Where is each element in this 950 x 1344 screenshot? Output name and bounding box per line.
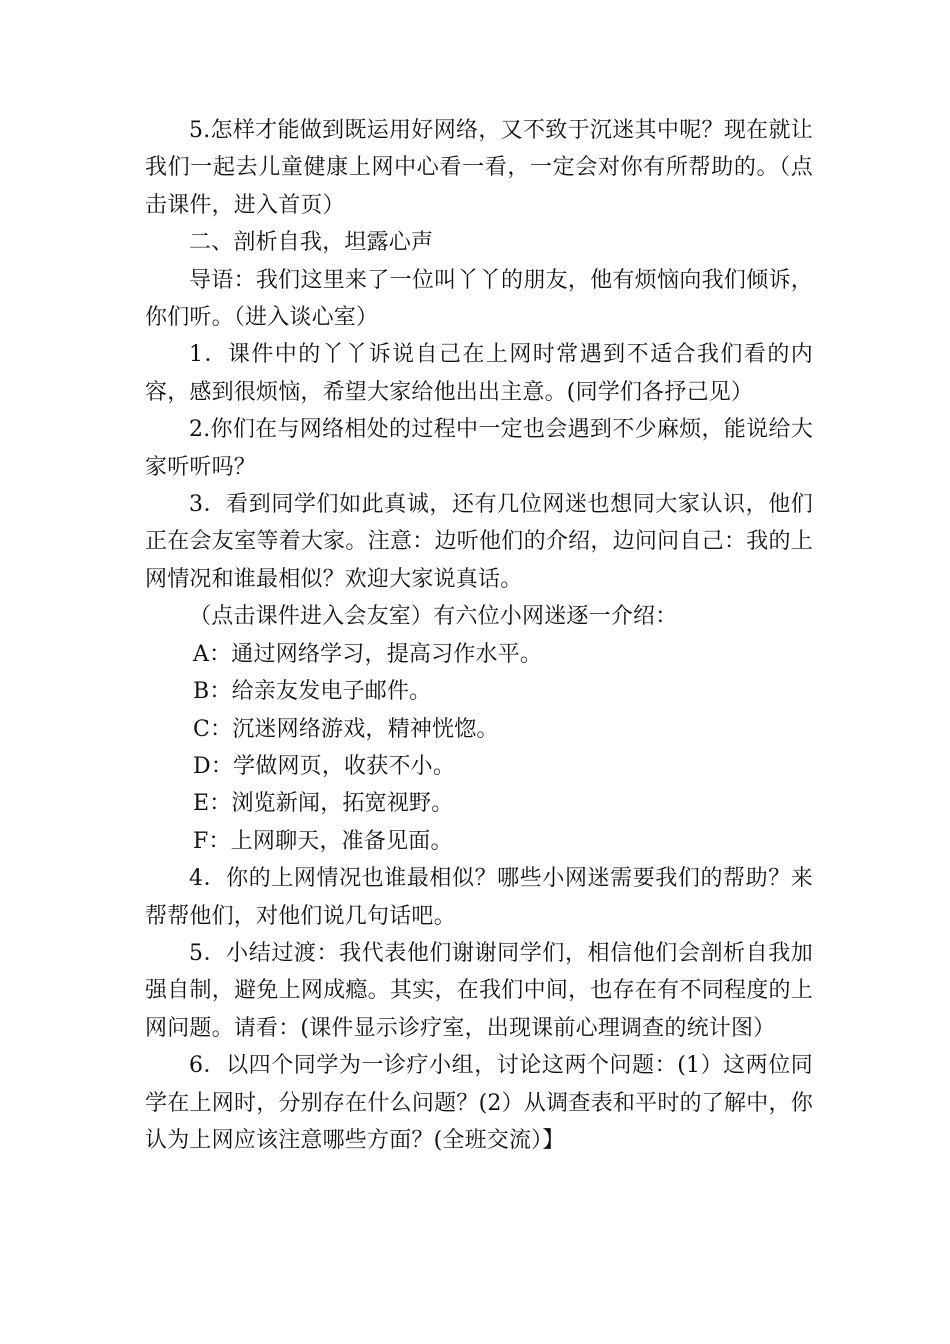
option-b: B：给亲友发电子邮件。 xyxy=(193,679,432,705)
option-f: F：上网聊天，准备见面。 xyxy=(193,828,453,854)
document-body xyxy=(145,112,813,1159)
paragraph-step-3: 3．看到同学们如此真诚，还有几位网迷也想同大家认识，他们正在会友室等着大家。注意：边听他们的介绍，边问问自己：我的上网情况和谁最相似？欢迎大家说真话。 xyxy=(145,492,813,592)
paragraph-step-2: 2.你们在与网络相处的过程中一定也会遇到不少麻烦，能说给大家听听吗？ xyxy=(145,417,813,480)
paragraph-guide: 导语：我们这里来了一位叫丫丫的朋友，他有烦恼向我们倾诉，你们听。（进入谈心室） xyxy=(145,267,813,331)
option-a: A：通过网络学习，提高习作水平。 xyxy=(193,641,543,667)
paragraph-step-5-summary: 5．小结过渡：我代表他们谢谢同学们，相信他们会剖析自我加强自制，避免上网成瘾。其实，在我们中间，也存在有不同程度的上网问题。请看：(课件显示诊疗室，出现课前心理调查的统计图） xyxy=(145,940,813,1041)
option-d: D：学做网页，收获不小。 xyxy=(193,753,456,779)
section-heading-2: 二、剖析自我，坦露心声 xyxy=(189,230,434,256)
paragraph-meeting-room: （点击课件进入会友室）有六位小网迷逐一介绍： xyxy=(189,604,678,630)
option-e: E：浏览新闻，拓宽视野。 xyxy=(193,791,454,817)
paragraph-step-6: 6．以四个同学为一诊疗小组，讨论这两个问题：(1）这两位同学在上网时，分别存在什么问题？(2）从调查表和平时的了解中，你认为上网应该注意哪些方面？(全班交流）】 xyxy=(145,1053,813,1153)
paragraph-step-4: 4．你的上网情况也谁最相似？哪些小网迷需要我们的帮助？来帮帮他们，对他们说几句话吧。 xyxy=(145,866,813,929)
paragraph-step-1: 1．课件中的丫丫诉说自己在上网时常遇到不适合我们看的内容，感到很烦恼，希望大家给他出出主意。(同学们各抒己见） xyxy=(145,342,813,405)
paragraph-step-5-intro: 5.怎样才能做到既运用好网络，又不致于沉迷其中呢？现在就让我们一起去儿童健康上网中心看一看，一定会对你有所帮助的。（点击课件，进入首页） xyxy=(145,118,813,218)
option-c: C：沉迷网络游戏，精神恍惚。 xyxy=(193,716,499,742)
